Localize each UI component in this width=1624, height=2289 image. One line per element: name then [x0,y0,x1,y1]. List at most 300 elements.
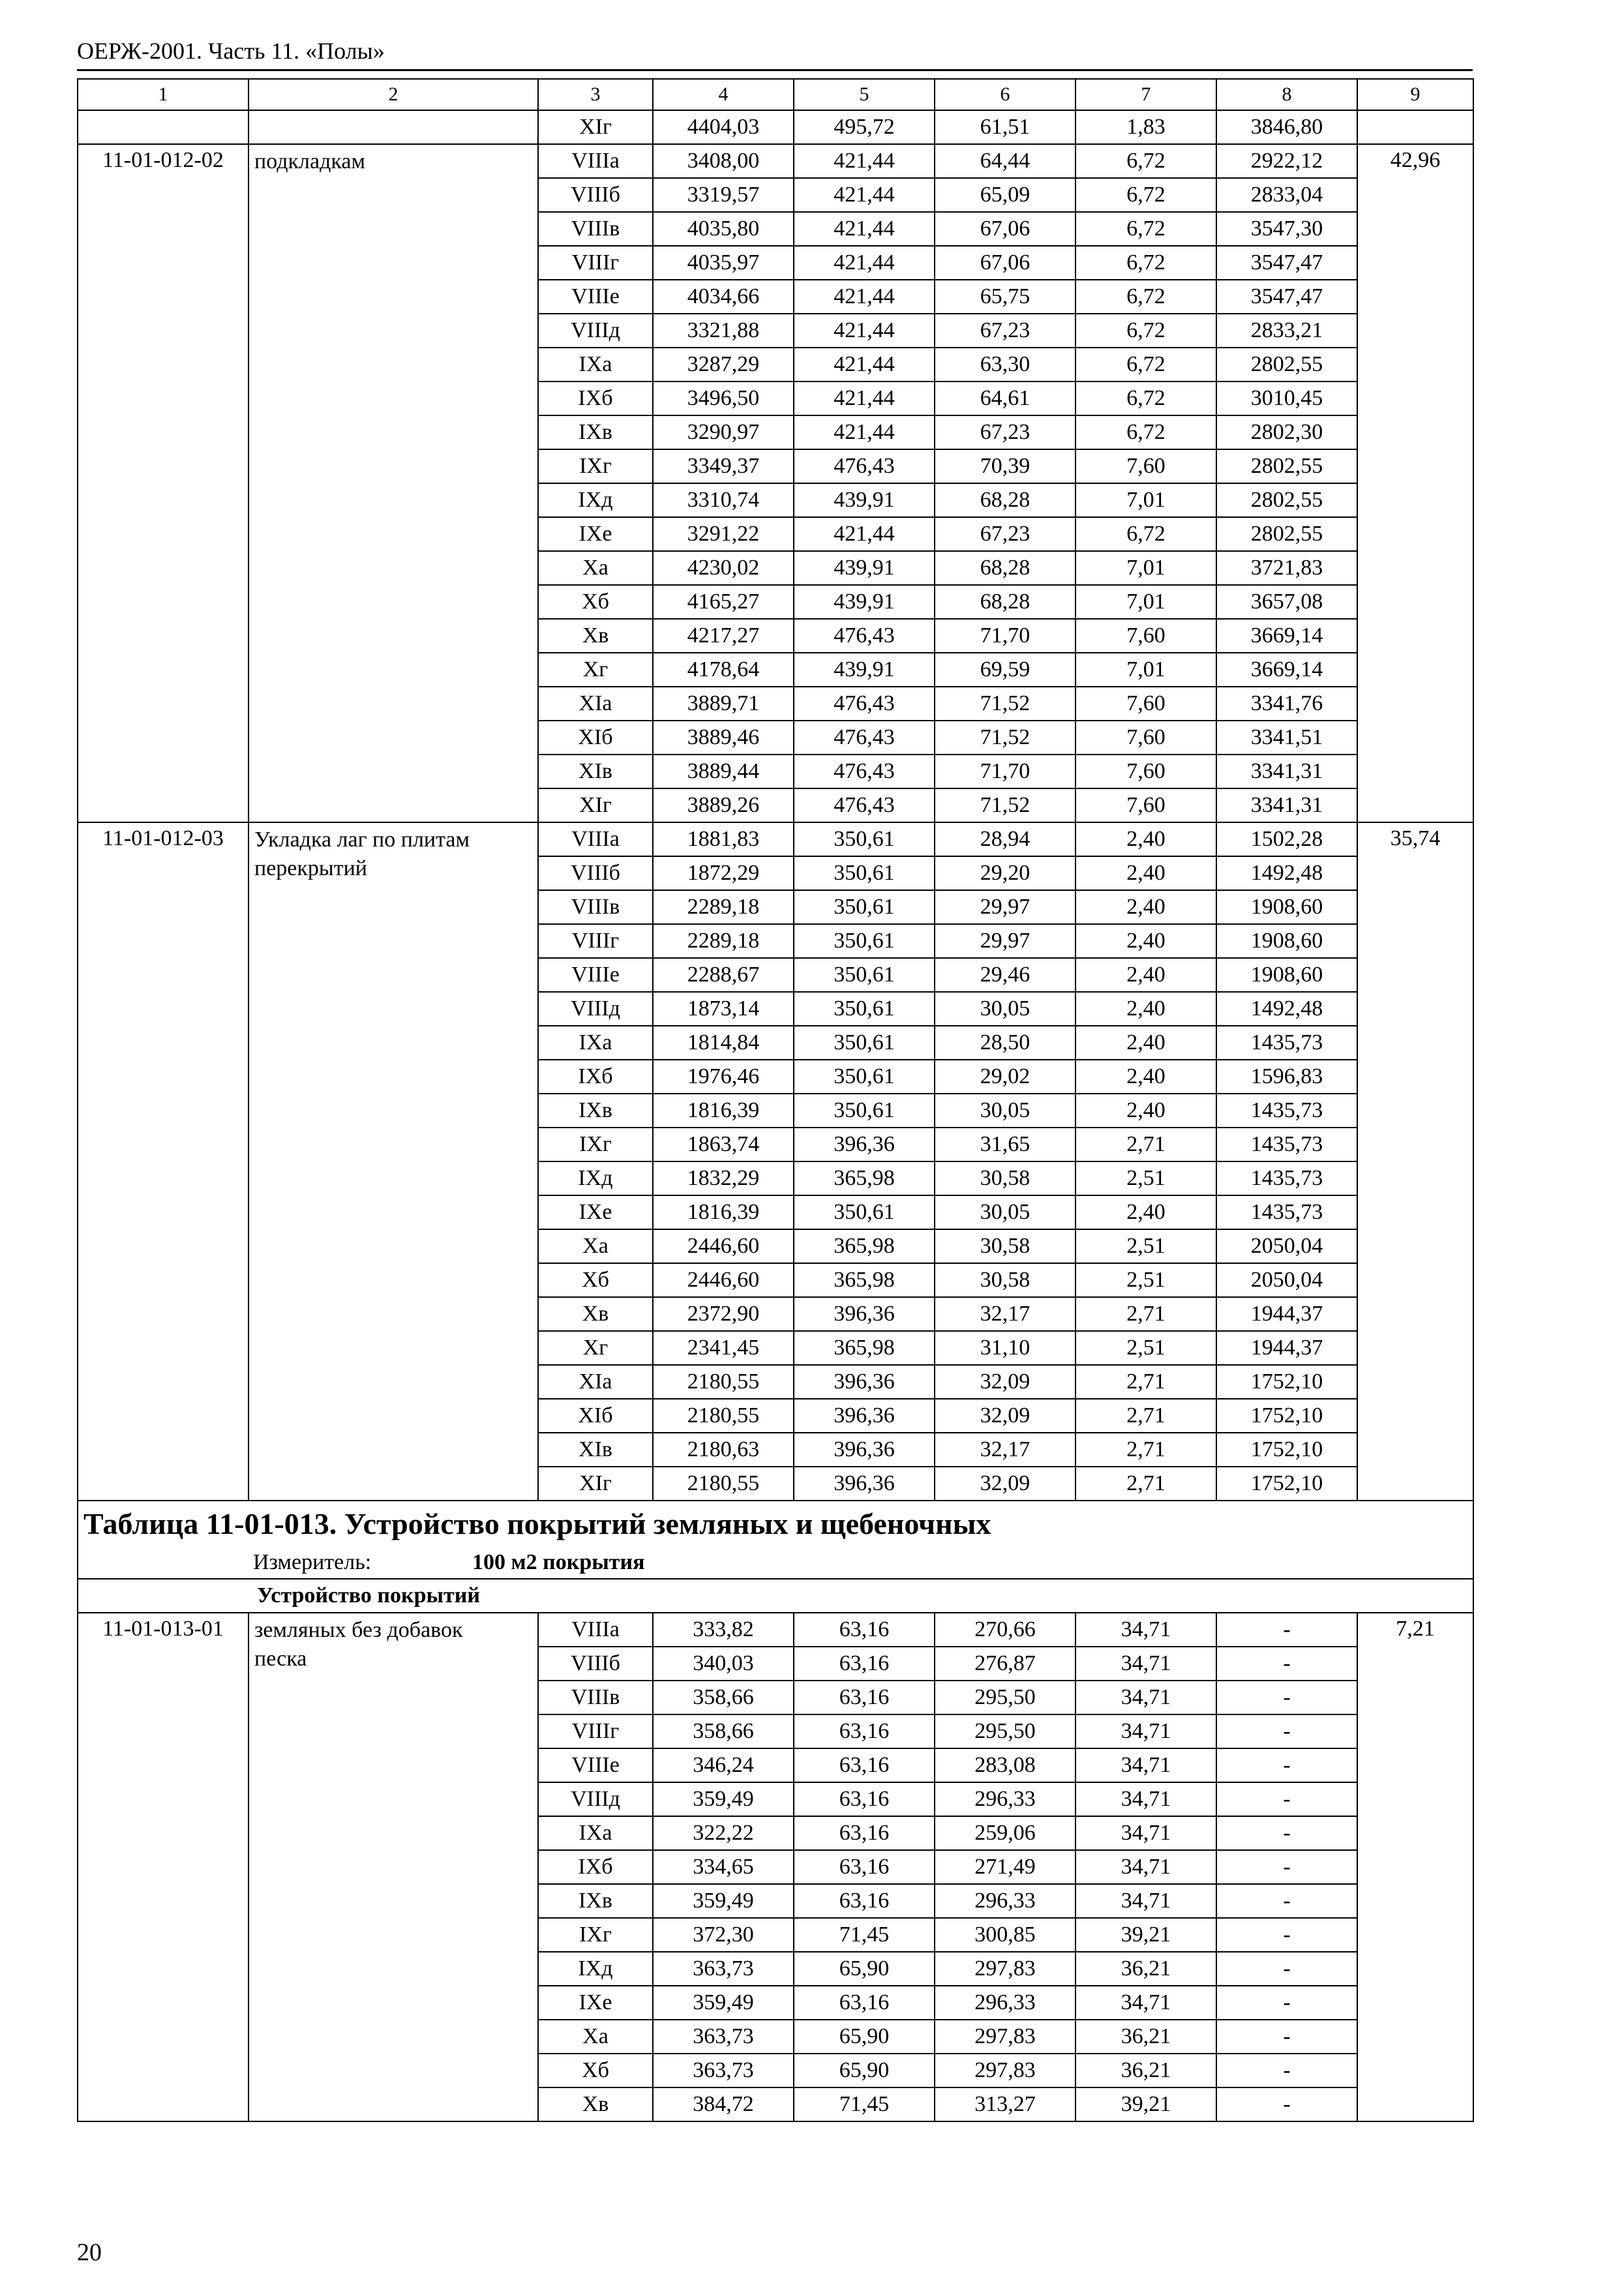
value-cell: 2180,55 [653,1365,794,1399]
value-cell: 359,49 [653,1782,794,1816]
column-number: 2 [248,79,538,110]
value-cell: 65,90 [794,1952,935,1986]
value-cell: 271,49 [935,1850,1075,1884]
value-cell: 31,10 [935,1331,1075,1365]
page-number: 20 [77,2239,102,2266]
value-cell: 1435,73 [1216,1094,1357,1128]
work-name-line: земляных без добавок [254,1618,463,1642]
value-cell: 32,09 [935,1467,1075,1501]
zone-cell: IXв [538,1094,653,1128]
value-cell: 2,40 [1075,890,1216,924]
value-cell: 396,36 [794,1399,935,1433]
value-cell: 3408,00 [653,144,794,178]
value-cell: 4230,02 [653,551,794,585]
value-cell: 3321,88 [653,314,794,348]
work-name-cell [248,1613,538,2121]
table-title: Таблица 11-01-013. Устройство покрытий земляных и щебеночных [78,1501,1473,1547]
value-cell: 36,21 [1075,2020,1216,2054]
zone-cell: IXд [538,483,653,517]
value-cell: 1872,29 [653,856,794,890]
value-cell: 6,72 [1075,348,1216,382]
value-cell: 350,61 [794,1195,935,1229]
value-cell: 63,16 [794,1748,935,1782]
value-cell: 295,50 [935,1681,1075,1714]
value-cell: 4178,64 [653,653,794,687]
value-cell: - [1216,1782,1357,1816]
table-row [78,822,1473,856]
zone-cell: VIIIв [538,212,653,246]
value-cell: 365,98 [794,1161,935,1195]
value-cell: 28,50 [935,1026,1075,1060]
value-cell: 4165,27 [653,585,794,619]
value-cell: 3319,57 [653,178,794,212]
zone-cell: VIIIа [538,822,653,856]
value-cell: - [1216,1918,1357,1952]
zone-cell: Xа [538,1229,653,1263]
value-cell: 70,39 [935,449,1075,483]
value-cell: 39,21 [1075,1918,1216,1952]
zone-cell: IXб [538,1850,653,1884]
value-cell: 32,09 [935,1365,1075,1399]
value-cell: 34,71 [1075,1647,1216,1681]
value-cell: 67,23 [935,517,1075,551]
value-cell: 63,16 [794,1884,935,1918]
value-cell: - [1216,1952,1357,1986]
value-cell: 365,98 [794,1331,935,1365]
zone-cell: XIа [538,1365,653,1399]
value-cell: 7,01 [1075,551,1216,585]
value-cell: 2,51 [1075,1229,1216,1263]
value-cell: 29,02 [935,1060,1075,1094]
value-cell: 29,97 [935,924,1075,958]
code-cell: 11-01-012-03 [78,822,248,1501]
zone-cell: IXб [538,1060,653,1094]
value-cell: 4035,80 [653,212,794,246]
value-cell: 63,16 [794,1850,935,1884]
value-cell: 2,40 [1075,924,1216,958]
value-cell: 1944,37 [1216,1331,1357,1365]
value-cell: 71,45 [794,1918,935,1952]
value-cell: 30,05 [935,1094,1075,1128]
zone-cell: VIIIб [538,1647,653,1681]
value-cell: 350,61 [794,856,935,890]
value-cell: 1881,83 [653,822,794,856]
value-cell: 1976,46 [653,1060,794,1094]
value-cell: 34,71 [1075,1748,1216,1782]
value-cell: - [1216,2054,1357,2087]
value-cell: 32,17 [935,1433,1075,1467]
value-cell: 350,61 [794,1060,935,1094]
value-cell: 297,83 [935,1952,1075,1986]
value-cell: 7,60 [1075,788,1216,822]
value-cell: 3669,14 [1216,619,1357,653]
value-cell: 1908,60 [1216,924,1357,958]
value-cell: 297,83 [935,2020,1075,2054]
value-cell: 2922,12 [1216,144,1357,178]
value-cell: - [1216,1714,1357,1748]
value-cell: 3341,51 [1216,721,1357,755]
value-cell: 439,91 [794,653,935,687]
value-cell: 34,71 [1075,1884,1216,1918]
extra-cell: 35,74 [1357,822,1473,1501]
value-cell: 2289,18 [653,890,794,924]
value-cell: 7,60 [1075,619,1216,653]
value-cell: 3846,80 [1216,110,1357,144]
value-cell: 68,28 [935,585,1075,619]
zone-cell: Xа [538,2020,653,2054]
value-cell: 71,70 [935,755,1075,788]
column-number-row [78,79,1473,110]
work-name-line: перекрытий [254,856,367,880]
zone-cell: VIIIб [538,178,653,212]
value-cell: 68,28 [935,551,1075,585]
value-cell: 71,70 [935,619,1075,653]
value-cell: 64,61 [935,382,1075,415]
value-cell: 396,36 [794,1128,935,1161]
value-cell: 1816,39 [653,1195,794,1229]
value-cell: 259,06 [935,1816,1075,1850]
value-cell: 3657,08 [1216,585,1357,619]
value-cell: 67,23 [935,314,1075,348]
value-cell: 384,72 [653,2087,794,2121]
value-cell: 6,72 [1075,415,1216,449]
zone-cell: VIIIд [538,1782,653,1816]
value-cell: 36,21 [1075,2054,1216,2087]
zone-cell: Xг [538,1331,653,1365]
value-cell: 4034,66 [653,280,794,314]
zone-cell: Xб [538,2054,653,2087]
value-cell: 63,16 [794,1986,935,2020]
zone-cell: XIв [538,1433,653,1467]
work-name-cell [248,110,538,144]
zone-cell: IXд [538,1161,653,1195]
value-cell: 71,52 [935,721,1075,755]
value-cell: - [1216,1613,1357,1647]
value-cell: 29,20 [935,856,1075,890]
value-cell: 2802,55 [1216,517,1357,551]
value-cell: 4035,97 [653,246,794,280]
value-cell: 1596,83 [1216,1060,1357,1094]
value-cell: 2289,18 [653,924,794,958]
zone-cell: IXа [538,348,653,382]
value-cell: - [1216,1884,1357,1918]
value-cell: 476,43 [794,619,935,653]
rates-table-body [78,79,1473,2121]
value-cell: 3290,97 [653,415,794,449]
value-cell: 396,36 [794,1297,935,1331]
value-cell: 1752,10 [1216,1433,1357,1467]
code-cell: 11-01-013-01 [78,1613,248,2121]
value-cell: 421,44 [794,415,935,449]
value-cell: 421,44 [794,314,935,348]
value-cell: 63,16 [794,1714,935,1748]
zone-cell: XIб [538,1399,653,1433]
value-cell: 2,40 [1075,1060,1216,1094]
work-name-cell [248,144,538,822]
section-row [78,1579,1473,1613]
value-cell: 30,58 [935,1229,1075,1263]
value-cell: 7,60 [1075,687,1216,721]
value-cell: 6,72 [1075,144,1216,178]
value-cell: 396,36 [794,1467,935,1501]
value-cell: 439,91 [794,551,935,585]
zone-cell: IXе [538,1195,653,1229]
value-cell: 439,91 [794,585,935,619]
value-cell: 1502,28 [1216,822,1357,856]
value-cell: 6,72 [1075,517,1216,551]
value-cell: 3669,14 [1216,653,1357,687]
value-cell: 29,46 [935,958,1075,992]
value-cell: 3889,71 [653,687,794,721]
value-cell: - [1216,1816,1357,1850]
value-cell: 313,27 [935,2087,1075,2121]
value-cell: 6,72 [1075,280,1216,314]
value-cell: 350,61 [794,822,935,856]
value-cell: 365,98 [794,1263,935,1297]
value-cell: 363,73 [653,2054,794,2087]
table-title-row [78,1501,1473,1547]
zone-cell: XIг [538,788,653,822]
zone-cell: Xг [538,653,653,687]
value-cell: 421,44 [794,246,935,280]
column-number: 7 [1075,79,1216,110]
value-cell: 421,44 [794,382,935,415]
table-row [78,1613,1473,1647]
value-cell: 396,36 [794,1433,935,1467]
zone-cell: XIа [538,687,653,721]
code-cell [78,110,248,144]
value-cell: 358,66 [653,1681,794,1714]
value-cell: 63,16 [794,1613,935,1647]
value-cell: 2446,60 [653,1263,794,1297]
value-cell: 1863,74 [653,1128,794,1161]
value-cell: 421,44 [794,144,935,178]
value-cell: 476,43 [794,755,935,788]
value-cell: 65,09 [935,178,1075,212]
value-cell: 7,01 [1075,653,1216,687]
value-cell: 30,58 [935,1263,1075,1297]
value-cell: 300,85 [935,1918,1075,1952]
value-cell: 1944,37 [1216,1297,1357,1331]
value-cell: 36,21 [1075,1952,1216,1986]
value-cell: 30,58 [935,1161,1075,1195]
zone-cell: VIIIд [538,992,653,1026]
value-cell: 2,40 [1075,1195,1216,1229]
value-cell: 63,16 [794,1816,935,1850]
value-cell: 65,75 [935,280,1075,314]
value-cell: 1908,60 [1216,890,1357,924]
work-name-line: подкладкам [254,149,365,173]
value-cell: 2341,45 [653,1331,794,1365]
table-row [78,110,1473,144]
value-cell: 2833,04 [1216,178,1357,212]
value-cell: 2,40 [1075,992,1216,1026]
value-cell: 3287,29 [653,348,794,382]
value-cell: 3889,46 [653,721,794,755]
value-cell: 350,61 [794,992,935,1026]
value-cell: 476,43 [794,721,935,755]
value-cell: 7,60 [1075,449,1216,483]
value-cell: 7,60 [1075,755,1216,788]
value-cell: 322,22 [653,1816,794,1850]
value-cell: 2180,55 [653,1467,794,1501]
value-cell: - [1216,2020,1357,2054]
value-cell: 1752,10 [1216,1467,1357,1501]
table-row [78,144,1473,178]
value-cell: 6,72 [1075,212,1216,246]
value-cell: 3547,30 [1216,212,1357,246]
value-cell: 1832,29 [653,1161,794,1195]
value-cell: 359,49 [653,1986,794,2020]
value-cell: 2,51 [1075,1331,1216,1365]
zone-cell: VIIIг [538,924,653,958]
meter-value: 100 м2 покрытия [472,1550,645,1574]
value-cell: 1492,48 [1216,856,1357,890]
section-cell [78,1579,1473,1613]
value-cell: 63,16 [794,1782,935,1816]
value-cell: - [1216,1681,1357,1714]
value-cell: 65,90 [794,2054,935,2087]
zone-cell: VIIIа [538,1613,653,1647]
zone-cell: IXа [538,1816,653,1850]
value-cell: 3547,47 [1216,246,1357,280]
work-name-cell [248,822,538,1501]
zone-cell: XIг [538,110,653,144]
value-cell: 2,71 [1075,1399,1216,1433]
value-cell: 296,33 [935,1782,1075,1816]
value-cell: 34,71 [1075,1714,1216,1748]
value-cell: 2802,55 [1216,483,1357,517]
value-cell: 2050,04 [1216,1263,1357,1297]
value-cell: 2372,90 [653,1297,794,1331]
zone-cell: XIв [538,755,653,788]
value-cell: 1435,73 [1216,1026,1357,1060]
value-cell: 2288,67 [653,958,794,992]
value-cell: 346,24 [653,1748,794,1782]
value-cell: 7,60 [1075,721,1216,755]
column-number: 3 [538,79,653,110]
value-cell: 3010,45 [1216,382,1357,415]
value-cell: 3547,47 [1216,280,1357,314]
extra-cell [1357,110,1473,144]
value-cell: 3721,83 [1216,551,1357,585]
value-cell: 276,87 [935,1647,1075,1681]
value-cell: 3291,22 [653,517,794,551]
value-cell: 2180,55 [653,1399,794,1433]
value-cell: 1435,73 [1216,1195,1357,1229]
value-cell: 3341,31 [1216,755,1357,788]
zone-cell: VIIIг [538,246,653,280]
value-cell: 2,71 [1075,1433,1216,1467]
value-cell: 63,30 [935,348,1075,382]
value-cell: 350,61 [794,1026,935,1060]
value-cell: 30,05 [935,1195,1075,1229]
value-cell: 6,72 [1075,382,1216,415]
value-cell: 3496,50 [653,382,794,415]
value-cell: 350,61 [794,958,935,992]
meter-cell [78,1547,1473,1579]
value-cell: 1435,73 [1216,1161,1357,1195]
value-cell: 2,71 [1075,1467,1216,1501]
value-cell: 34,71 [1075,1850,1216,1884]
value-cell: 3889,44 [653,755,794,788]
value-cell: 6,72 [1075,314,1216,348]
zone-cell: VIIIв [538,1681,653,1714]
value-cell: 63,16 [794,1681,935,1714]
value-cell: 1492,48 [1216,992,1357,1026]
value-cell: - [1216,1986,1357,2020]
value-cell: 350,61 [794,1094,935,1128]
value-cell: 283,08 [935,1748,1075,1782]
value-cell: 1816,39 [653,1094,794,1128]
extra-cell: 7,21 [1357,1613,1473,2121]
value-cell: 2,71 [1075,1128,1216,1161]
value-cell: 340,03 [653,1647,794,1681]
value-cell: 2802,55 [1216,449,1357,483]
value-cell: 3310,74 [653,483,794,517]
section-heading: Устройство покрытий [257,1583,480,1608]
value-cell: 2,40 [1075,958,1216,992]
column-number: 9 [1357,79,1473,110]
zone-cell: VIIIе [538,280,653,314]
value-cell: 3341,31 [1216,788,1357,822]
value-cell: 363,73 [653,2020,794,2054]
column-number: 5 [794,79,935,110]
value-cell: 29,97 [935,890,1075,924]
value-cell: 1435,73 [1216,1128,1357,1161]
value-cell: 30,05 [935,992,1075,1026]
value-cell: 7,01 [1075,483,1216,517]
zone-cell: Xа [538,551,653,585]
work-name-line: Укладка лаг по плитам [254,828,470,852]
value-cell: 34,71 [1075,1782,1216,1816]
value-cell: 39,21 [1075,2087,1216,2121]
value-cell: 3889,26 [653,788,794,822]
value-cell: 3341,76 [1216,687,1357,721]
zone-cell: VIIIа [538,144,653,178]
value-cell: 358,66 [653,1714,794,1748]
value-cell: 7,01 [1075,585,1216,619]
zone-cell: VIIIе [538,1748,653,1782]
value-cell: 68,28 [935,483,1075,517]
value-cell: 61,51 [935,110,1075,144]
value-cell: 65,90 [794,2020,935,2054]
rates-table [77,78,1474,2122]
value-cell: 421,44 [794,212,935,246]
value-cell: 363,73 [653,1952,794,1986]
value-cell: - [1216,1647,1357,1681]
value-cell: 359,49 [653,1884,794,1918]
value-cell: 421,44 [794,280,935,314]
value-cell: 34,71 [1075,1613,1216,1647]
value-cell: 2050,04 [1216,1229,1357,1263]
value-cell: 421,44 [794,517,935,551]
meter-row [78,1547,1473,1579]
zone-cell: VIIIд [538,314,653,348]
zone-cell: XIг [538,1467,653,1501]
zone-cell: IXв [538,415,653,449]
value-cell: 63,16 [794,1647,935,1681]
value-cell: 270,66 [935,1613,1075,1647]
value-cell: 6,72 [1075,246,1216,280]
value-cell: 2180,63 [653,1433,794,1467]
value-cell: 1873,14 [653,992,794,1026]
value-cell: 421,44 [794,178,935,212]
zone-cell: IXг [538,1128,653,1161]
column-number: 4 [653,79,794,110]
value-cell: 350,61 [794,890,935,924]
value-cell: 2802,30 [1216,415,1357,449]
